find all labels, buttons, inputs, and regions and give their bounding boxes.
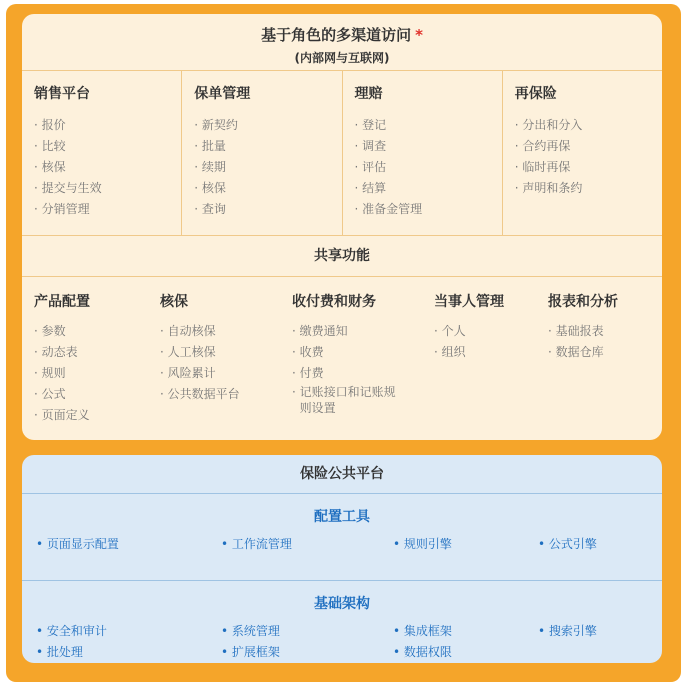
module-item: · 调查 [354,139,387,153]
module-title: 再保险 [514,86,557,102]
shared-item: · 数据仓库 [548,345,604,359]
access-header [22,14,662,71]
infrastructure-section [22,593,662,663]
infra-item: • 系统管理 [221,624,280,638]
config-item: • 公式引擎 [538,537,597,551]
module-item: · 续期 [194,160,226,174]
module-item: · 登记 [354,118,387,132]
infra-item: • 搜索引擎 [538,624,597,638]
module-item: · 报价 [34,118,66,132]
shared-item: · 公共数据平台 [160,387,240,401]
module-reinsurance [503,71,662,235]
shared-item: · 付费 [292,366,324,380]
shared-item: · 参数 [34,324,66,338]
shared-title: 当事人管理 [434,294,504,310]
module-sales [22,71,182,235]
module-item: · 查询 [194,202,226,216]
module-item: · 临时再保 [514,160,571,174]
shared-item: · 个人 [434,324,466,338]
platform-title: 保险公共平台 [22,455,662,494]
module-item: · 比较 [34,139,66,153]
module-title: 保单管理 [194,86,251,102]
infrastructure-grid [22,621,662,663]
module-item: · 核保 [34,160,66,174]
shared-item: · 人工核保 [160,345,216,359]
module-item: · 分出和分入 [514,118,583,132]
shared-item: · 记账接口和记账规 [292,385,396,399]
shared-item: · 缴费通知 [292,324,348,338]
config-tools-title: 配置工具 [314,509,370,525]
shared-underwriting [160,291,292,426]
infrastructure-title: 基础架构 [314,596,370,612]
module-title: 销售平台 [34,86,90,102]
module-item: · 结算 [354,181,387,195]
module-item: · 评估 [354,160,387,174]
shared-item: · 组织 [434,345,466,359]
shared-title: 报表和分析 [548,294,618,310]
infra-item: • 安全和审计 [36,624,107,638]
module-item: · 合约再保 [514,139,571,153]
infra-item: • 数据权限 [393,645,452,659]
module-item: · 新契约 [194,118,238,132]
access-subtitle: (内部网与互联网) [294,51,390,65]
required-star: * [415,26,423,44]
shared-item: · 公式 [34,387,66,401]
access-title: 基于角色的多渠道访问 * [261,26,423,44]
shared-title: 产品配置 [34,294,90,310]
shared-party [434,291,548,426]
shared-title: 核保 [160,294,188,310]
module-item: · 核保 [194,181,226,195]
config-item: • 页面显示配置 [36,537,119,551]
module-policy [182,71,342,235]
module-row [22,71,662,236]
shared-title: 收付费和财务 [292,294,376,310]
config-item: • 工作流管理 [221,537,292,551]
module-title: 理赔 [354,86,383,102]
shared-item: · 页面定义 [34,408,90,422]
config-tools-section [22,506,662,581]
shared-item: · 自动核保 [160,324,216,338]
shared-item: · 动态表 [34,345,78,359]
module-item: · 批量 [194,139,226,153]
shared-item: · 规则 [34,366,66,380]
module-item: · 分销管理 [34,202,90,216]
shared-product-config [34,291,160,426]
config-item: • 规则引擎 [393,537,452,551]
shared-finance [292,291,434,426]
module-claims [343,71,503,235]
shared-item: · 基础报表 [548,324,604,338]
infra-item: • 扩展框架 [221,645,280,659]
platform-layer [22,455,662,663]
config-tools-grid [22,534,662,555]
module-item: · 提交与生效 [34,181,102,195]
shared-functions-row [22,277,662,426]
shared-item: · 风险累计 [160,366,216,380]
module-item: · 准备金管理 [354,202,423,216]
business-layer [22,14,662,440]
infra-item: • 集成框架 [393,624,452,638]
shared-item: 则设置 [292,401,336,415]
module-item: · 声明和条约 [514,181,583,195]
infra-item: • 批处理 [36,645,83,659]
shared-reports [548,291,656,426]
shared-functions-title: 共享功能 [22,236,662,277]
shared-item: · 收费 [292,345,324,359]
